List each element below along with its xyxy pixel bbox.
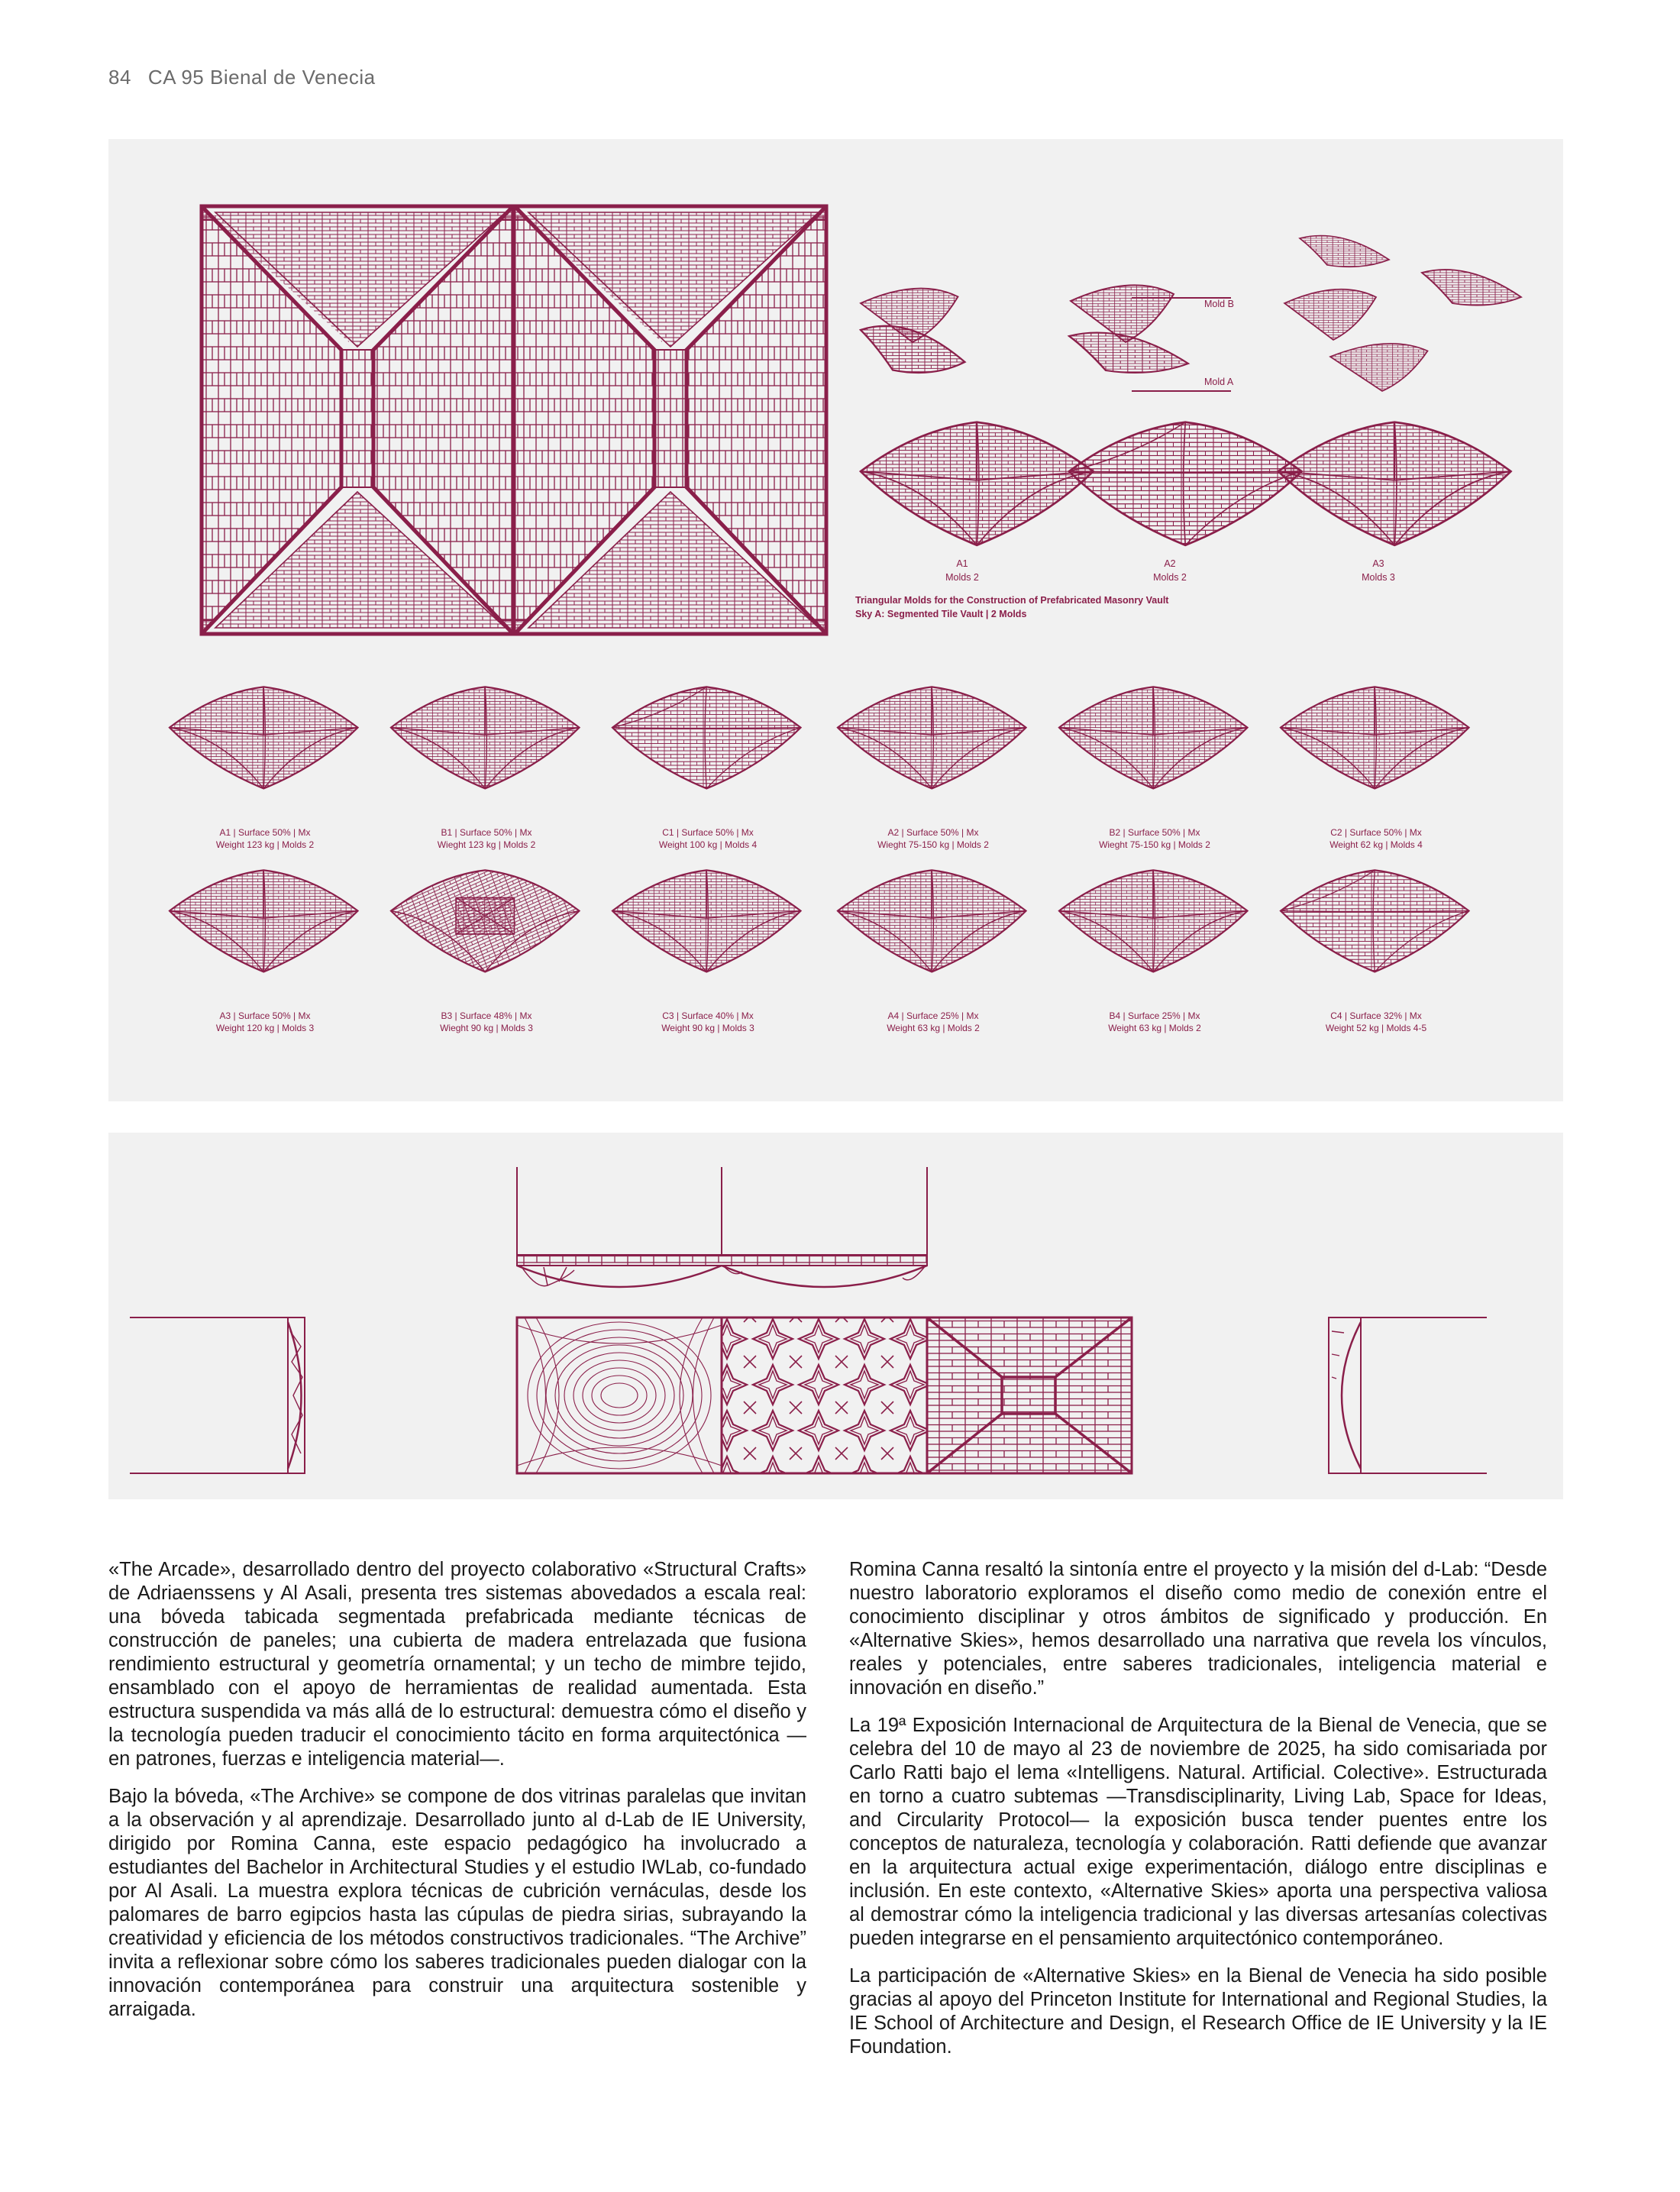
mold-a-label: Mold A [1204,377,1234,387]
arcade-elevation-plan-figure [108,1133,1563,1499]
mold-b-label: Mold B [1204,299,1234,309]
variant-label-line2: Weight 63 kg | Molds 2 [887,1023,980,1033]
vault-variants-row-2 [170,870,1469,972]
variant-label-line2: Wieght 90 kg | Molds 3 [440,1023,533,1033]
arcade-side-section-right [1329,1317,1487,1473]
vault-variants-row-1 [170,687,1469,788]
variant-label-line2: Weight 100 kg | Molds 4 [658,839,758,850]
variant-label-line2: Wieght 75-150 kg | Molds 2 [877,839,989,850]
variant-label-line2: Weight 62 kg | Molds 4 [1329,839,1423,850]
body-text-right-column [849,1558,1547,2073]
variant-label-line1: B2 | Surface 50% | Mx [1109,827,1200,838]
variant-label-line1: A4 | Surface 25% | Mx [887,1010,979,1021]
variant-label-line1: B4 | Surface 25% | Mx [1109,1010,1200,1021]
page-number: 84 [108,66,131,89]
vault-label-molds: Molds 3 [1362,572,1395,583]
body-paragraph: «The Arcade», desarrollado dentro del proyecto colaborativo «Structural Crafts» de Adriaenssens y Al Asali, presenta tres sistemas abovedados a escala real: una bóveda tabicada segmentada prefabricada mediante técnicas de construcción de paneles; una cubierta de madera entrelazada que fusiona rendimiento estructural y geometría ornamental; y un techo de mimbre tejido, ensamblado con el apoyo de herramientas de realidad aumentada. Esta estructura suspendida va más allá de lo estructural: demuestra cómo el diseño y la tecnología pueden traducir el conocimiento tácito en forma arquitectónica —en patrones, fuerzas e inteligencia material—. [108,1559,806,1770]
variant-label-line2: Wieght 75-150 kg | Molds 2 [1099,839,1210,850]
arcade-side-section-left [130,1317,305,1473]
vault-render-row-top [861,422,1511,545]
arcade-elevation [517,1255,927,1287]
body-paragraph: Bajo la bóveda, «The Archive» se compone de dos vitrinas paralelas que invitan a la observación y al aprendizaje. Desarrollado junto al d-Lab de IE University, dirigido por Romina Canna, este espacio pedagógico ha involucrado a estudiantes del Bachelor in Architectural Studies y el estudio IWLab, co-fundado por Al Asali. La muestra explora técnicas de cubrición vernáculas, desde los palomares de barro egipcios hasta las cúpulas de piedra sirias, subrayando la creatividad y eficiencia de los métodos constructivos tradicionales. “The Archive” invita a reflexionar sobre cómo los saberes tradicionales pueden dialogar con la innovación contemporánea para construir una arquitectura sostenible y arraigada. [108,1786,806,2020]
vault-label-name: A3 [1372,558,1384,569]
variant-label-line2: Weight 123 kg | Molds 2 [215,839,315,850]
variant-label-line1: C2 | Surface 50% | Mx [1330,827,1422,838]
figure-caption-line1: Triangular Molds for the Construction of Prefabricated Masonry Vault [855,595,1169,606]
variant-label-line1: C3 | Surface 40% | Mx [662,1010,754,1021]
vault-label-name: A1 [956,558,968,569]
variant-label-line1: C4 | Surface 32% | Mx [1330,1010,1422,1021]
mold-pieces [861,236,1521,392]
vault-drawings-figure [108,139,1563,1101]
body-paragraph: La participación de «Alternative Skies» en la Bienal de Venecia ha sido posible gracias al apoyo del Princeton Institute for International and Regional Studies, la IE School of Architecture and Design, el Research Office de IE University y la IE Foundation. [849,1965,1547,2058]
variant-label-line1: B1 | Surface 50% | Mx [441,827,532,838]
body-text-left-column [108,1558,806,2035]
variant-label-line1: A1 | Surface 50% | Mx [219,827,311,838]
running-header [108,66,376,89]
variant-label-line2: Weight 63 kg | Molds 2 [1108,1023,1201,1033]
vault-label-name: A2 [1164,558,1176,569]
vault-plan-drawing [202,206,826,634]
vault-label-molds: Molds 2 [945,572,979,583]
variant-label-line2: Weight 52 kg | Molds 4-5 [1325,1023,1427,1033]
body-paragraph: Romina Canna resaltó la sintonía entre el proyecto y la misión del d-Lab: “Desde nuestro laboratorio exploramos el diseño como medio de conexión entre el conocimiento disciplinar y otros ámbitos de significado y producción. En «Alternative Skies», hemos desarrollado una narrativa que revela los vínculos, reales y potenciales, entre saberes tradicionales, inteligencia material e innovación en diseño.” [849,1559,1547,1699]
variant-label-line1: A3 | Surface 50% | Mx [219,1010,311,1021]
body-paragraph: La 19ª Exposición Internacional de Arquitectura de la Bienal de Venecia, que se celebra del 10 de mayo al 23 de noviembre de 2025, ha sido comisariada por Carlo Ratti bajo el lema «Intelligens. Natural. Artificial. Colective». Estructurada en torno a cuatro subtemas —Transdisciplinarity, Living Lab, Space for Ideas, and Circularity Protocol— la exposición busca tender puentes entre los conceptos de naturaleza, tecnología y colaboración. Ratti defiende que avanzar en la arquitectura actual exige experimentación, diálogo entre disciplinas e inclusión. En este contexto, «Alternative Skies» aporta una perspectiva valiosa al demostrar cómo la inteligencia tradicional y las diversas artesanías colectivas pueden integrarse en el pensamiento arquitectónico contemporáneo. [849,1715,1547,1949]
publication-title: CA 95 Bienal de Venecia [147,66,376,89]
variant-label-line2: Weight 120 kg | Molds 3 [215,1023,315,1033]
variant-label-line1: C1 | Surface 50% | Mx [662,827,754,838]
variant-label-line2: Wieght 123 kg | Molds 2 [437,839,536,850]
variant-label-line1: A2 | Surface 50% | Mx [887,827,979,838]
vault-label-molds: Molds 2 [1153,572,1187,583]
variant-label-line1: B3 | Surface 48% | Mx [441,1010,532,1021]
figure-caption-line2: Sky A: Segmented Tile Vault | 2 Molds [855,609,1027,619]
arcade-plan [517,1317,1132,1473]
variant-label-line2: Weight 90 kg | Molds 3 [661,1023,754,1033]
